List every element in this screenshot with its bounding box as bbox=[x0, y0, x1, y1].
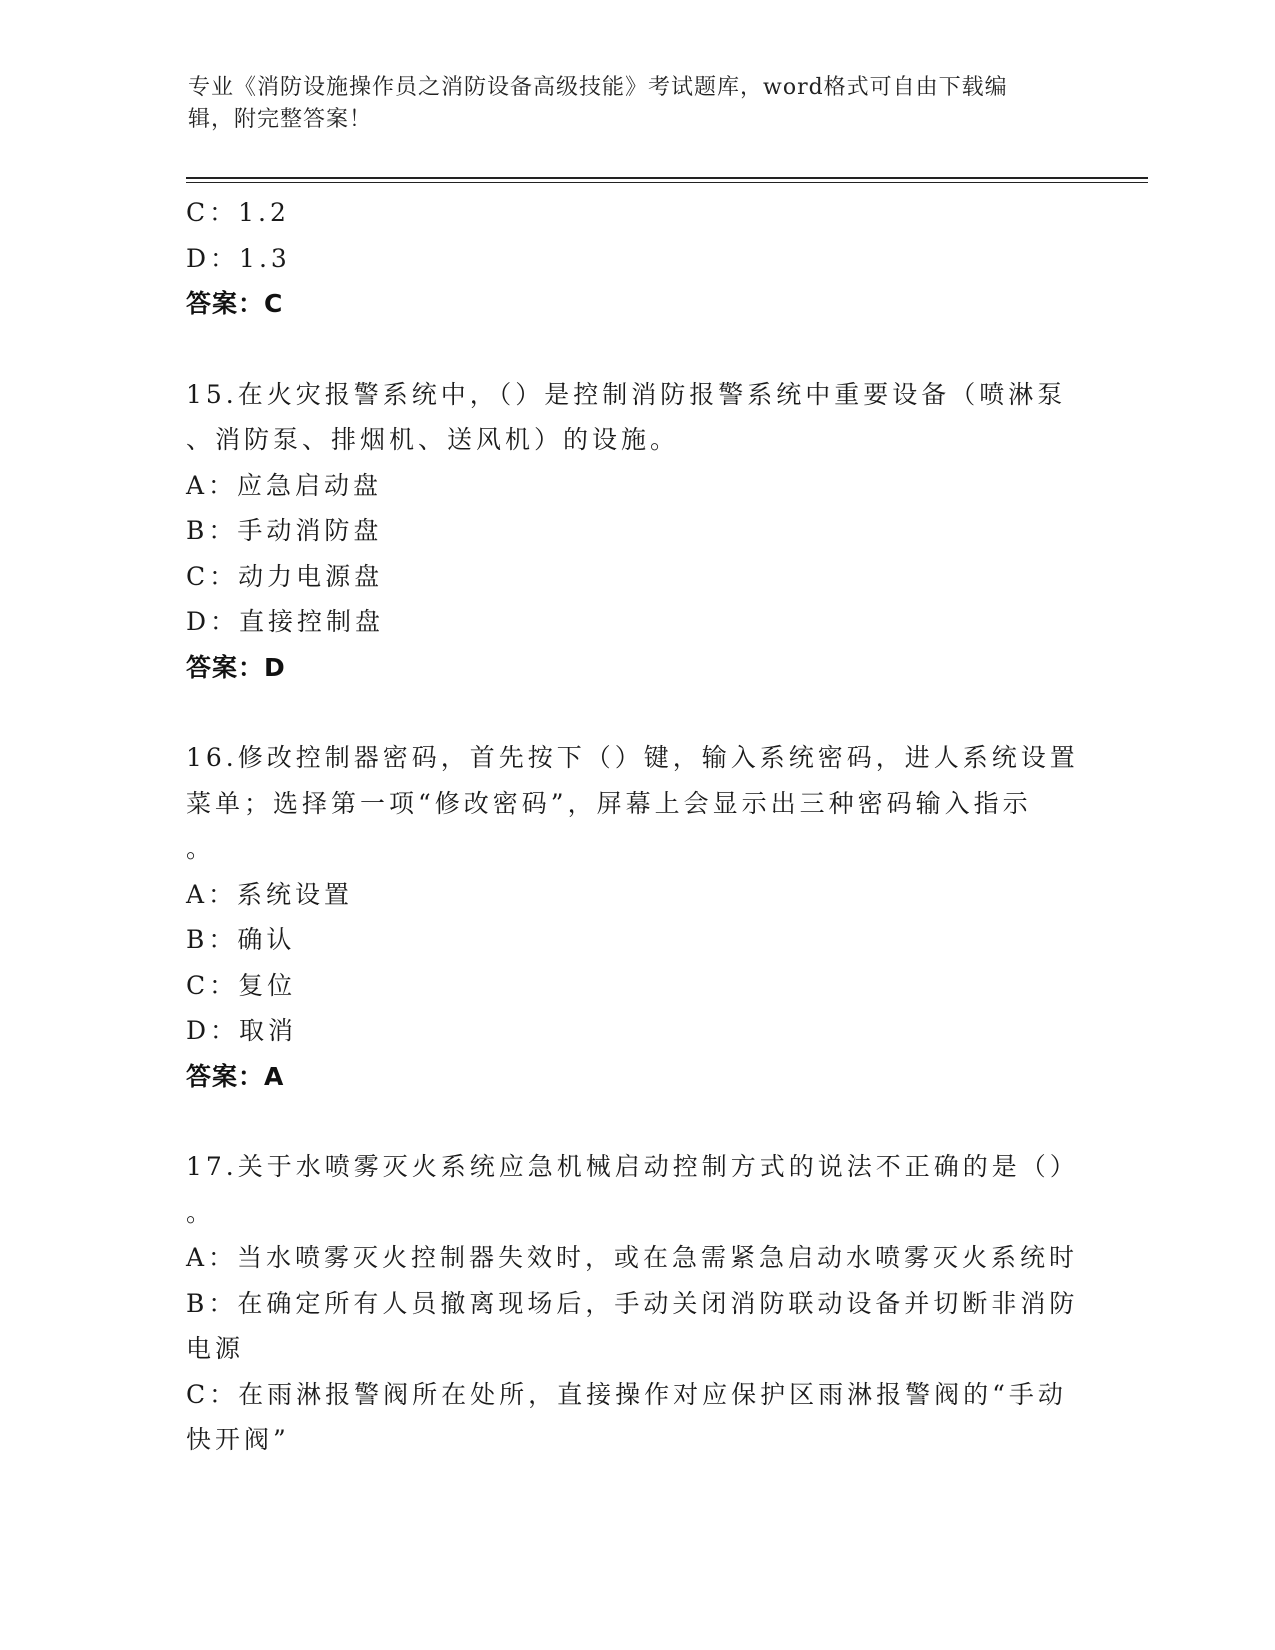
option-a: A：当水喷雾灭火控制器失效时，或在急需紧急启动水喷雾灭火系统时 bbox=[186, 1243, 1079, 1272]
option-a: A：应急启动盘 bbox=[186, 470, 383, 500]
option-c-line-1: C：在雨淋报警阀所在处所，直接操作对应保护区雨淋报警阀的“手动 bbox=[186, 1379, 1067, 1409]
question-15 bbox=[186, 372, 1086, 691]
question-stem-line-2: 菜单；选择第一项“修改密码”，屏幕上会显示出三种密码输入指示 bbox=[186, 788, 1032, 818]
question-14 bbox=[186, 190, 1086, 327]
question-stem-line-1: 16.修改控制器密码，首先按下（）键，输入系统密码，进人系统设置 bbox=[186, 743, 1079, 772]
header-line-2: 辑，附完整答案！ bbox=[188, 107, 373, 132]
question-16 bbox=[186, 735, 1086, 1099]
question-stem-line-2: 、消防泵、排烟机、送风机）的设施。 bbox=[186, 425, 680, 454]
question-stem-line-3: 。 bbox=[186, 834, 216, 863]
option-d: D：1.3 bbox=[186, 243, 291, 273]
question-stem-line-1: 15.在火灾报警系统中，（）是控制消防报警系统中重要设备（喷淋泵 bbox=[186, 379, 1067, 409]
option-b: B：确认 bbox=[186, 925, 296, 954]
option-d: D：直接控制盘 bbox=[186, 607, 385, 636]
spacer bbox=[186, 1099, 1086, 1144]
spacer bbox=[186, 690, 1086, 735]
option-c: C：动力电源盘 bbox=[186, 561, 384, 591]
option-b: B：手动消防盘 bbox=[186, 516, 383, 545]
page-header bbox=[188, 72, 1068, 136]
option-c: C：复位 bbox=[186, 970, 297, 1000]
question-17 bbox=[186, 1144, 1086, 1463]
option-c-line-2: 快开阀” bbox=[186, 1425, 290, 1454]
question-stem-line-2: 。 bbox=[186, 1197, 216, 1227]
question-list bbox=[186, 190, 1086, 1463]
answer-label: 答案：D bbox=[186, 652, 286, 682]
option-a: A：系统设置 bbox=[186, 879, 354, 909]
answer-label: 答案：C bbox=[186, 289, 284, 318]
answer-label: 答案：A bbox=[186, 1061, 285, 1091]
header-divider-thin bbox=[186, 182, 1148, 183]
option-b-line-1: B：在确定所有人员撤离现场后，手动关闭消防联动设备并切断非消防 bbox=[186, 1288, 1079, 1318]
option-c: C：1.2 bbox=[186, 198, 290, 227]
header-divider-thick bbox=[186, 177, 1148, 179]
header-line-1: 专业《消防设施操作员之消防设备高级技能》考试题库，word格式可自由下载编 bbox=[188, 75, 1008, 100]
spacer bbox=[186, 327, 1086, 372]
question-stem-line-1: 17.关于水喷雾灭火系统应急机械启动控制方式的说法不正确的是（） bbox=[186, 1152, 1079, 1181]
option-d: D：取消 bbox=[186, 1016, 298, 1045]
option-b-line-2: 电源 bbox=[186, 1334, 245, 1363]
